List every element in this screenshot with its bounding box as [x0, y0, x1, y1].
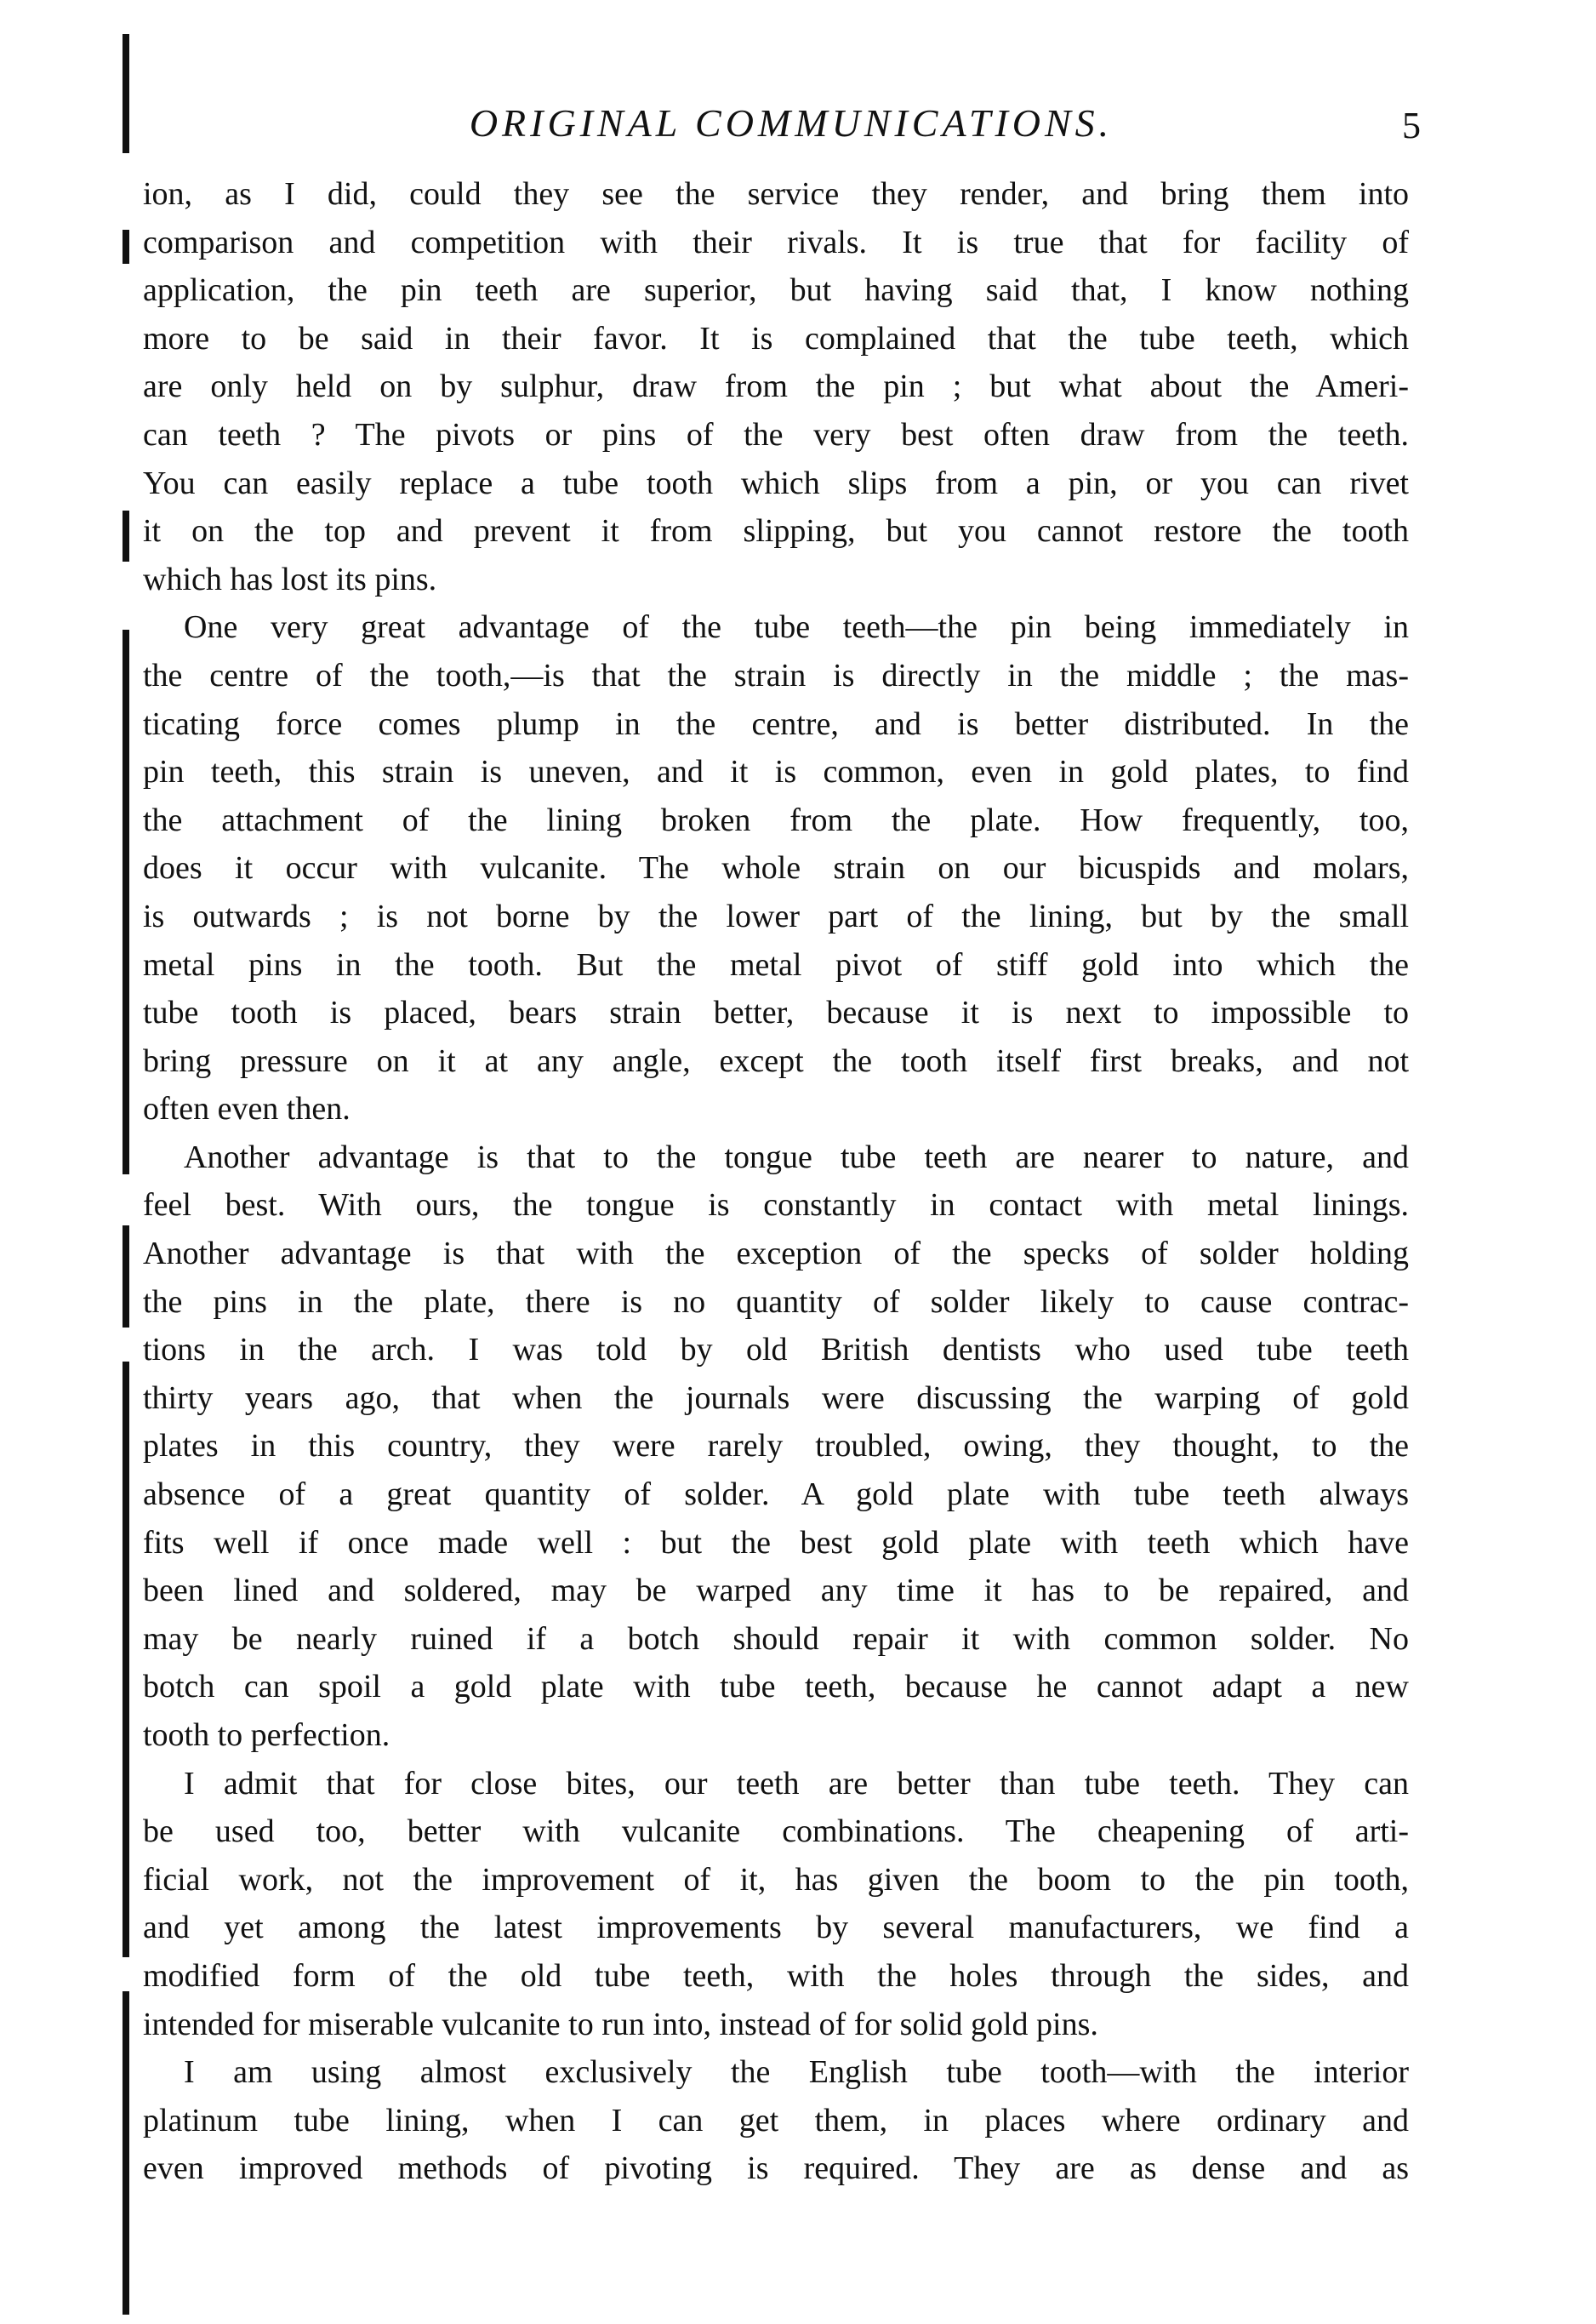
text-line: tube tooth is placed, bears strain better, because it is next to impossible to — [143, 995, 1409, 1031]
text-line: ticating force comes plump in the centre, and is better distributed. In the — [143, 705, 1409, 742]
text-line: does it occur with vulcanite. The whole strain on our bicuspids and molars, — [143, 850, 1409, 887]
text-line: ion, as I did, could they see the service they render, and bring them into — [143, 176, 1409, 212]
text-line: be used too, better with vulcanite combinations. The cheapening of arti- — [143, 1813, 1409, 1850]
text-line: pin teeth, this strain is uneven, and it is common, even in gold plates, to find — [143, 754, 1409, 791]
text-line: and yet among the latest improvements by several manufacturers, we find a — [143, 1910, 1409, 1946]
page-number: 5 — [1402, 105, 1421, 146]
text-line: ficial work, not the improvement of it, has given the boom to the pin tooth, — [143, 1861, 1409, 1898]
text-line: bring pressure on it at any angle, except the tooth itself first breaks, and not — [143, 1042, 1409, 1079]
text-line: Another advantage is that to the tongue tube teeth are nearer to nature, and — [184, 1139, 1409, 1175]
text-line: can teeth ? The pivots or pins of the very best often draw from the teeth. — [143, 416, 1409, 453]
text-line: thirty years ago, that when the journals were discussing the warping of gold — [143, 1379, 1409, 1416]
text-line: feel best. With ours, the tongue is constantly in contact with metal linings. — [143, 1187, 1409, 1224]
text-line: even improved methods of pivoting is required. They are as dense and as — [143, 2150, 1409, 2187]
text-line: tooth to perfection. — [143, 1717, 390, 1753]
text-line: One very great advantage of the tube teeth—the pin being immediately in — [184, 609, 1409, 646]
text-line: platinum tube lining, when I can get them, in places where ordinary and — [143, 2102, 1409, 2138]
text-line: botch can spoil a gold plate with tube teeth, because he cannot adapt a new — [143, 1669, 1409, 1705]
text-line: comparison and competition with their rivals. It is true that for facility of — [143, 224, 1409, 260]
text-line: the centre of the tooth,—is that the strain is directly in the middle ; the mas- — [143, 657, 1409, 694]
text-line: more to be said in their favor. It is complained that the tube teeth, which — [143, 320, 1409, 357]
text-line: I am using almost exclusively the English tube tooth—with the interior — [184, 2054, 1409, 2091]
text-line: Another advantage is that with the exception of the specks of solder holding — [143, 1236, 1409, 1272]
text-line: I admit that for close bites, our teeth are better than tube teeth. They can — [184, 1765, 1409, 1802]
text-line: which has lost its pins. — [143, 561, 437, 597]
text-line: intended for miserable vulcanite to run into, instead of for solid gold pins. — [143, 2006, 1098, 2042]
text-line: the attachment of the lining broken from the plate. How frequently, too, — [143, 802, 1409, 838]
text-line: plates in this country, they were rarely troubled, owing, they thought, to the — [143, 1428, 1409, 1465]
text-line: absence of a great quantity of solder. A gold plate with tube teeth always — [143, 1476, 1409, 1513]
text-line: are only held on by sulphur, draw from the pin ; but what about the Ameri- — [143, 368, 1409, 405]
text-line: been lined and soldered, may be warped any time it has to be repaired, and — [143, 1573, 1409, 1609]
text-line: may be nearly ruined if a botch should repair it with common solder. No — [143, 1620, 1409, 1657]
text-line: fits well if once made well : but the best gold plate with teeth which have — [143, 1524, 1409, 1561]
binding-edge-shadow — [119, 34, 136, 2315]
text-line: modified form of the old tube teeth, with the holes through the sides, and — [143, 1957, 1409, 1994]
text-line: the pins in the plate, there is no quantity of solder likely to cause contrac- — [143, 1283, 1409, 1320]
text-line: is outwards ; is not borne by the lower part of the lining, but by the small — [143, 898, 1409, 934]
text-line: it on the top and prevent it from slipping, but you cannot restore the tooth — [143, 513, 1409, 550]
text-line: often even then. — [143, 1091, 351, 1128]
running-header — [145, 94, 1421, 162]
body-text — [143, 170, 1409, 2193]
running-title: ORIGINAL COMMUNICATIONS. — [469, 101, 1114, 145]
text-line: tions in the arch. I was told by old British dentists who used tube teeth — [143, 1332, 1409, 1368]
text-line: metal pins in the tooth. But the metal pivot of stiff gold into which the — [143, 946, 1409, 983]
text-line: You can easily replace a tube tooth which slips from a pin, or you can rivet — [143, 465, 1409, 501]
text-line: application, the pin teeth are superior, but having said that, I know nothing — [143, 272, 1409, 309]
